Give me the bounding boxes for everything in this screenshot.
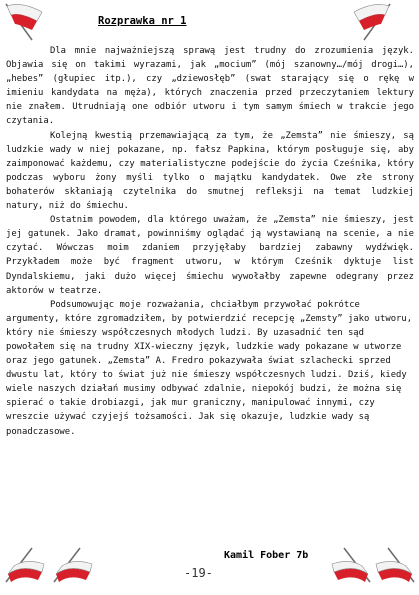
poland-flag-icon [48, 544, 94, 584]
poland-flag-icon [372, 544, 418, 584]
paragraph: Dla mnie najważniejszą sprawą jest trudny do zrozumienia język. Objawia się on takimi wyrazami, jak „mocium” (mój szanowny…/mój drogi…), „hebes” (głupiec itp.), czy „dziewosłęb” (swat starający się o rękę w imieniu kandydata na męża), których znaczenia przed przeczytaniem lektury nie znałem. Utrudniają one odbiór utworu i tym samym śmiech w trakcie jego czytania. [6, 46, 414, 127]
essay-body [6, 44, 414, 439]
page-number: -19- [184, 566, 213, 580]
paragraph: Podsumowując moje rozważania, chciałbym przywołać pokrótce argumenty, które zgromadziłem, by potwierdzić recepcję „Zemsty” jako utworu, który nie śmieszy współczesnych młodych ludzi. By uzasadnić ten sąd powołałem się na trudny XIX-wieczny język, ludzkie wady pokazane w utworze oraz jego gatunek. „Zemsta” A. Fredro pokazywała świat szlachecki sprzed dwustu lat, który to świat już nie śmieszy współczesnych ludzi. Dziś, kiedy wiele naszych działań musimy odbywać zdalnie, niepokój budzi, że można się spierać o takie drobiazgi, jak mur graniczny, manipulować innymi, czy wreszcie używać czyjejś tożsamości. Jak się okazuje, ludzkie wady są ponadczasowe. [6, 299, 413, 437]
essay-title: Rozprawka nr 1 [98, 15, 187, 27]
poland-flag-icon [2, 2, 48, 42]
paragraph: Kolejną kwestią przemawiającą za tym, że „Zemsta” nie śmieszy, są ludzkie wady w niej pokazane, np. fałsz Papkina, którym posługuje się, aby zaimponować każdemu, czy materialistyczne podejście do życia Cześnika, który podczas wyboru żony myśli tylko o majątku kandydatek. Owe złe strony bohaterów skłaniają czytelnika do smutnej refleksji na temat ludzkiej natury, niż do śmiechu. [6, 130, 414, 212]
author-signature: Kamil Fober 7b [224, 550, 309, 561]
poland-flag-icon [2, 544, 48, 584]
paragraph: Ostatnim powodem, dla którego uważam, że „Zemsta” nie śmieszy, jest jej gatunek. Jako dramat, powinniśmy oglądać ją wystawianą na scenie, a nie czytać. Wówczas moim zdaniem przyjęłaby bardziej zabawny wydźwięk. Przykładem może być fragment utworu, w którym Cześnik dyktuje list Dyndalskiemu, jaki dużo więcej śmiechu wywołałby zapewne odegrany przez aktorów w teatrze. [6, 215, 414, 296]
poland-flag-icon [348, 2, 394, 42]
poland-flag-icon [330, 544, 376, 584]
